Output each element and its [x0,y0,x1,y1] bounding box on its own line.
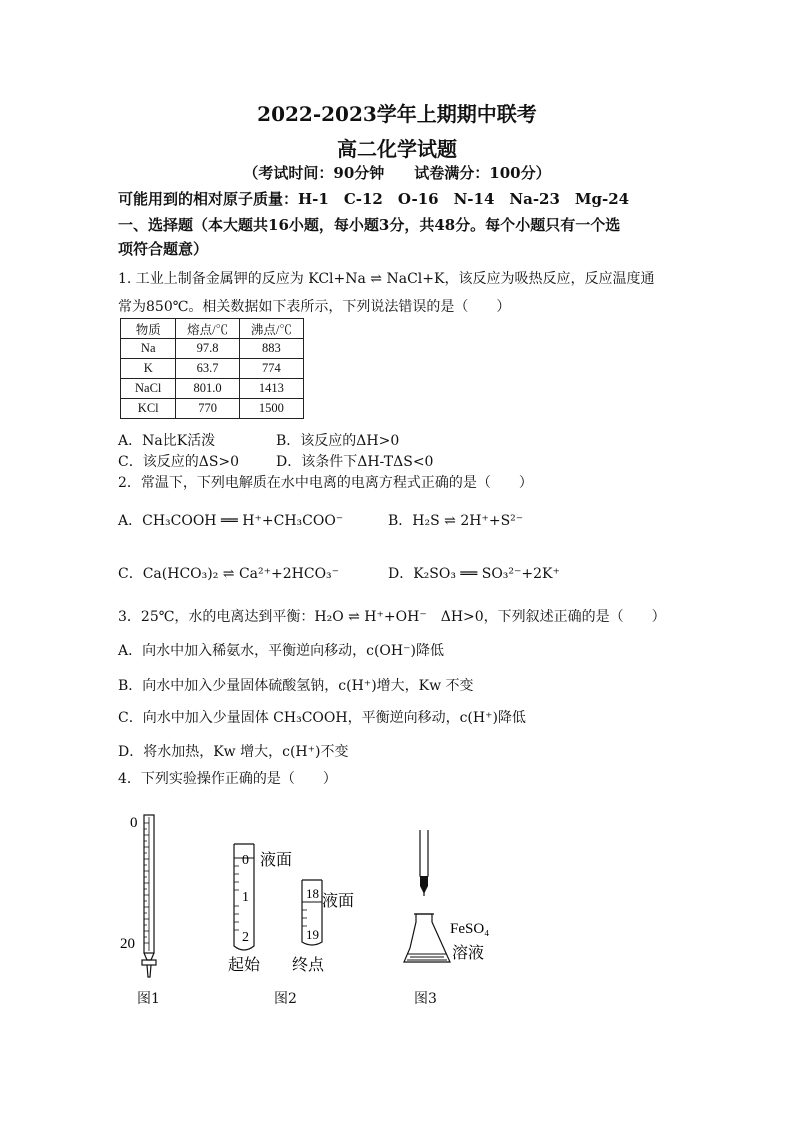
fig2-start-label: 起始 [228,955,261,974]
table-cell: 774 [239,359,303,379]
table-header-cell: 熔点/℃ [176,319,239,339]
q1-option-c: C．该反应的ΔS>0 [118,454,240,470]
table-cell: 883 [239,339,303,359]
q2-option-a: A．CH₃COOH ══ H⁺+CH₃COO⁻ [118,513,344,529]
table-cell: 1500 [239,399,303,419]
table-cell: 63.7 [176,359,239,379]
section-heading-line1: 一、选择题（本大题共16小题，每小题3分，共48分。每个小题只有一个选 [118,216,621,234]
q3-option-c: C．向水中加入少量固体 CH₃COOH，平衡逆向移动，c(H⁺)降低 [118,710,526,726]
fig2-end-label: 终点 [292,955,325,974]
table-row [121,399,304,419]
q1-data-table [120,318,304,419]
fig2-liquid-label-end: 液面 [322,891,355,910]
table-row [121,359,304,379]
fig2-end-tick-19: 19 [306,927,319,942]
table-row [121,379,304,399]
atomic-masses: 可能用到的相对原子质量：H-1 C-12 O-16 N-14 Na-23 Mg-24 [118,190,630,208]
q3-option-a: A．向水中加入稀氨水，平衡逆向移动，c(OH⁻)降低 [118,643,444,659]
figure1-label: 图1 [137,991,160,1007]
q3-option-b: B．向水中加入少量固体硫酸氢钠，c(H⁺)增大，Kw 不变 [118,678,474,694]
fig2-start-tick-2: 2 [242,930,249,945]
q1-stem-line1: 1. 工业上制备金属钾的反应为 KCl+Na ⇌ NaCl+K，该反应为吸热反应，反应温度通 [118,271,655,287]
fig1-tick-0: 0 [130,815,138,831]
exam-subtitle: 高二化学试题 [337,137,457,161]
section-heading-line2: 项符合题意） [118,240,209,258]
fig3-reagent: FeSO₄ [450,921,490,937]
q1-option-a: A．Na比K活泼 [118,433,216,449]
fig2-start-tick-1: 1 [242,890,249,905]
q3-stem: 3．25℃，水的电离达到平衡：H₂O ⇌ H⁺+OH⁻ ΔH>0，下列叙述正确的是（ ） [118,609,666,625]
table-header-cell: 沸点/℃ [239,319,303,339]
figure3-flask [398,822,528,972]
fig2-start-tick-0: 0 [242,853,249,868]
q2-option-b: B．H₂S ⇌ 2H⁺+S²⁻ [388,513,524,529]
exam-info: （考试时间：90分钟 试卷满分：100分） [243,164,551,182]
table-cell: 801.0 [176,379,239,399]
table-cell: K [121,359,176,379]
table-cell: 770 [176,399,239,419]
table-cell: Na [121,339,176,359]
fig3-solution: 溶液 [452,943,485,962]
q1-stem-line2: 常为850℃。相关数据如下表所示，下列说法错误的是（ ） [118,299,511,315]
table-row [121,339,304,359]
q2-option-d: D．K₂SO₃ ══ SO₃²⁻+2K⁺ [388,566,560,582]
q1-option-b: B．该反应的ΔH>0 [276,433,400,449]
table-header-cell: 物质 [121,319,176,339]
figure2-readings [222,838,382,978]
exam-title: 2022-2023学年上期期中联考 [257,102,537,126]
q3-option-d: D．将水加热，Kw 增大，c(H⁺)不变 [118,744,349,760]
figure3-label: 图3 [414,991,437,1007]
fig1-tick-20: 20 [120,936,135,952]
table-cell: 97.8 [176,339,239,359]
table-cell: 1413 [239,379,303,399]
q2-stem: 2．常温下，下列电解质在水中电离的电离方程式正确的是（ ） [118,475,533,491]
table-cell: KCl [121,399,176,419]
table-header-row [121,319,304,339]
figure2-label: 图2 [274,991,297,1007]
q4-stem: 4．下列实验操作正确的是（ ） [118,771,337,787]
fig2-liquid-label-start: 液面 [260,850,293,869]
table-cell: NaCl [121,379,176,399]
figure1-burette [118,805,178,1005]
q2-option-c: C．Ca(HCO₃)₂ ⇌ Ca²⁺+2HCO₃⁻ [118,566,340,582]
fig2-end-tick-18: 18 [306,886,319,901]
q1-option-d: D．该条件下ΔH-TΔS<0 [276,454,434,470]
